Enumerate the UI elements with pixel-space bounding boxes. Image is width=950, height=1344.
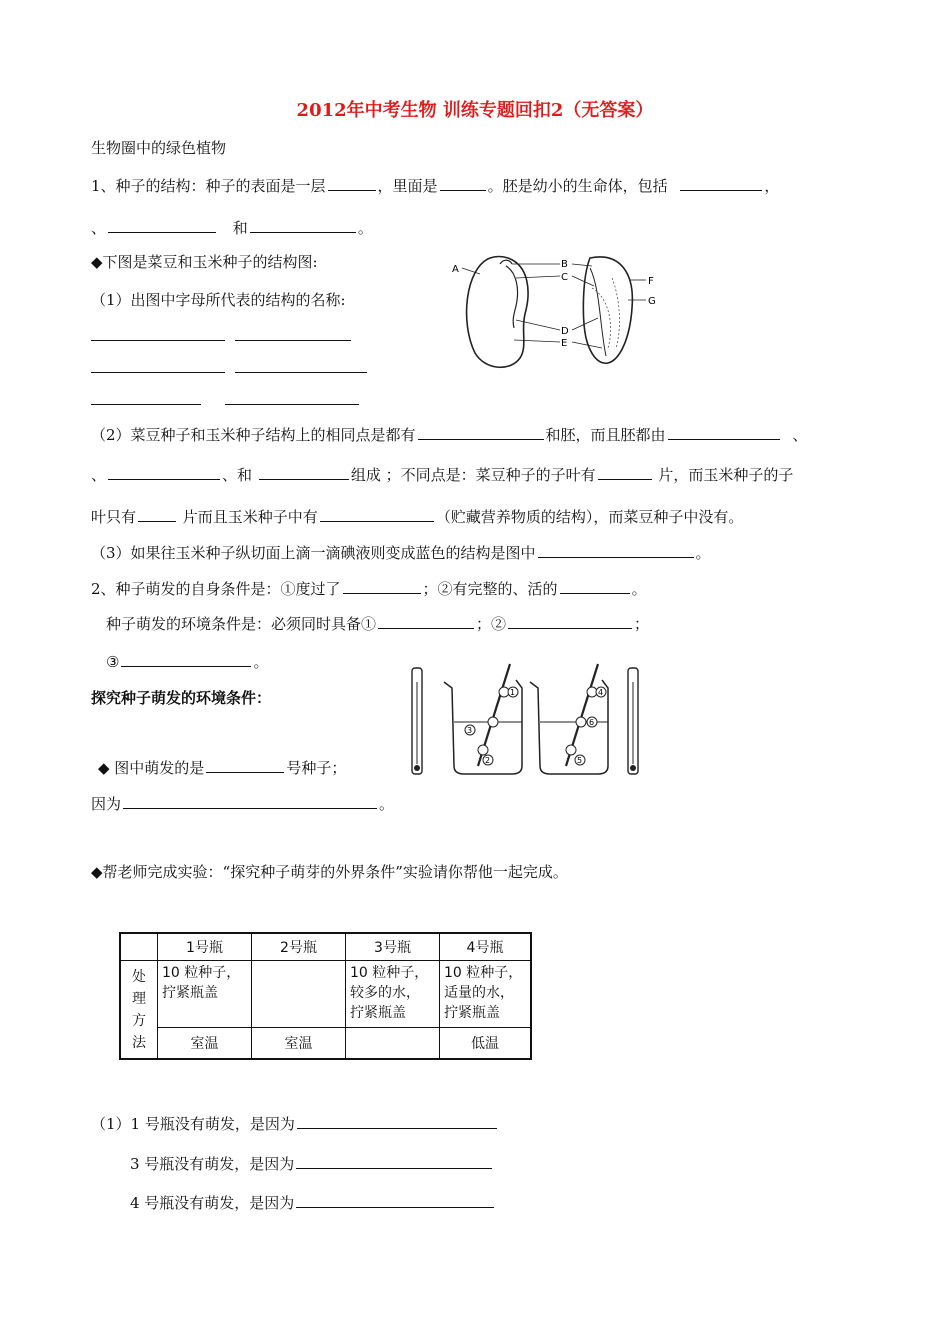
table-cell: 低温 [440, 1028, 532, 1060]
seed-label-f: F [648, 276, 654, 287]
answer-line[interactable] [235, 372, 367, 373]
germ-text-a: 2、种子萌发的自身条件是：①度过了 [91, 580, 341, 598]
question-3 [91, 542, 711, 563]
table-cell[interactable] [252, 961, 346, 1028]
seed-icon [488, 717, 498, 727]
beaker-number: 3 [467, 726, 473, 735]
leader-line [514, 340, 560, 342]
q2-text-b: 和胚，而且胚都由 [545, 426, 666, 444]
germination-line-1 [91, 578, 647, 599]
answer-blank[interactable] [296, 1192, 494, 1208]
diagram-intro: ◆下图是菜豆和玉米种子的结构图: [91, 253, 318, 271]
answer-blank[interactable] [560, 578, 630, 594]
table-cell-text: 10 粒种子， 较多的水， 拧紧瓶盖 [350, 965, 429, 1021]
answer-blank[interactable] [680, 175, 762, 191]
answer-line[interactable] [235, 340, 351, 341]
table-header-cell: 2号瓶 [252, 933, 346, 961]
answer-blank[interactable] [440, 175, 486, 191]
leader-line [572, 276, 594, 286]
table-cell [158, 961, 252, 1028]
germ-text-b: ；②有完整的、活的 [422, 580, 558, 598]
table-side-label [120, 961, 158, 1060]
answer-blank[interactable] [250, 217, 356, 233]
q1-text-d: ， [764, 177, 780, 195]
corn-endosperm-line [590, 268, 606, 356]
seed-icon [566, 745, 576, 755]
beaker-number: 5 [577, 756, 583, 765]
answer-line-4 [130, 1192, 496, 1213]
answer-blank[interactable] [297, 1113, 497, 1129]
explore-question-line-2 [91, 793, 394, 814]
q2-text-d: 、 [91, 466, 107, 484]
q2-text-e: 、和 [222, 466, 253, 484]
bean-plumule [500, 260, 512, 264]
answer-text-3: 3 号瓶没有萌发，是因为 [130, 1155, 295, 1173]
germ-text-d: 种子萌发的环境条件是：必须同时具备① [106, 615, 377, 633]
q2-text-c: 、 [792, 426, 808, 444]
question-2-line-3 [91, 506, 743, 527]
answer-line[interactable] [91, 372, 225, 373]
seed-icon [576, 717, 586, 727]
explore-text-a: ◆ 图中萌发的是 [98, 759, 205, 777]
table-cell-text: 10 粒种子， 适量的水， 拧紧瓶盖 [444, 965, 523, 1021]
q3-text-a: （3）如果往玉米种子纵切面上滴一滴碘液则变成蓝色的结构是图中 [91, 544, 536, 562]
section-heading: 生物圈中的绿色植物 [91, 139, 227, 157]
germ-text-g: ③ [106, 653, 120, 671]
seed-label-b: B [561, 259, 568, 270]
table-cell: 室温 [158, 1028, 252, 1060]
question-1-line-2 [91, 217, 373, 238]
table-cell-text: 10 粒种子， 拧紧瓶盖 [162, 965, 241, 1001]
answer-blank[interactable] [138, 506, 176, 522]
q2-text-a: （2）菜豆种子和玉米种子结构上的相同点是都有 [91, 426, 416, 444]
table-row [120, 961, 531, 1028]
answer-blank[interactable] [418, 424, 544, 440]
answer-text-1: （1）1 号瓶没有萌发，是因为 [91, 1115, 295, 1133]
question-1-line-1 [91, 175, 779, 196]
answer-line[interactable] [91, 404, 201, 405]
table-cell [346, 961, 440, 1028]
q1-text-b: ，里面是 [377, 177, 438, 195]
answer-line-3 [130, 1153, 494, 1174]
q2-text-h: 叶只有 [91, 508, 137, 526]
answer-line[interactable] [225, 404, 359, 405]
beaker-number: 4 [598, 688, 604, 697]
leader-line [516, 276, 560, 278]
corn-texture [612, 278, 619, 348]
leader-line [572, 264, 592, 266]
table-cell[interactable] [346, 1028, 440, 1060]
q2-text-f: 组成 ；不同点是：菜豆种子的子叶有 [350, 466, 596, 484]
beaker-number: 2 [485, 756, 491, 765]
answer-blank[interactable] [259, 464, 349, 480]
beaker-number: 6 [589, 718, 595, 727]
answer-blank[interactable] [121, 651, 251, 667]
leader-line [516, 320, 560, 330]
q2-text-g: 片，而玉米种子的子 [658, 466, 794, 484]
answer-blank[interactable] [206, 757, 284, 773]
experiment-table [119, 932, 532, 1060]
q1-text-a: 1、种子的结构：种子的表面是一层 [91, 177, 326, 195]
answer-blank[interactable] [108, 464, 220, 480]
q1-text-g: 。 [357, 219, 373, 237]
bean-seed-outline [467, 257, 528, 368]
table-corner-cell [120, 933, 158, 961]
explore-text-d: 。 [379, 795, 395, 813]
table-header-cell: 3号瓶 [346, 933, 440, 961]
seed-icon [478, 745, 488, 755]
table-header-cell: 4号瓶 [440, 933, 532, 961]
q1-text-e: 、 [91, 219, 107, 237]
seed-label-c: C [561, 272, 568, 283]
q2-text-i: 片而且玉米种子中有 [182, 508, 318, 526]
beaker-number: 1 [510, 688, 516, 697]
germ-text-h: 。 [253, 653, 269, 671]
germ-text-e: ；② [476, 615, 507, 633]
corn-texture [592, 288, 611, 348]
q1-text-f: 和 [232, 219, 248, 237]
page-title: 2012年中考生物 训练专题回扣2（无答案） [296, 100, 654, 121]
answer-blank[interactable] [598, 464, 652, 480]
explore-text-c: 因为 [91, 795, 122, 813]
seed-structure-diagram [450, 248, 665, 378]
explore-question-line-1 [98, 757, 346, 778]
q1-text-c: 。胚是幼小的生命体，包括 [487, 177, 668, 195]
thermometer-bulb [630, 765, 636, 771]
answer-blank[interactable] [343, 578, 421, 594]
answer-blank[interactable] [123, 793, 377, 809]
answer-line[interactable] [91, 340, 225, 341]
answer-text-4: 4 号瓶没有萌发，是因为 [130, 1194, 295, 1212]
answer-blank[interactable] [320, 506, 434, 522]
germ-text-c: 。 [631, 580, 647, 598]
beaker-experiment-diagram [408, 660, 644, 780]
table-side-text: 处理方法 [132, 968, 146, 1051]
diagram-question-1: （1）出图中字母所代表的结构的名称: [91, 291, 346, 309]
table-cell [440, 961, 532, 1028]
seed-label-d: D [561, 326, 569, 337]
q2-text-j: （贮藏营养物质的结构），而菜豆种子中没有。 [435, 508, 744, 526]
answer-blank[interactable] [328, 175, 376, 191]
answer-blank[interactable] [668, 424, 780, 440]
answer-blank[interactable] [538, 542, 694, 558]
seed-label-a: A [452, 264, 459, 275]
germination-line-2 [106, 613, 649, 634]
experiment-intro: ◆帮老师完成实验：“探究种子萌芽的外界条件”实验请你帮他一起完成。 [91, 863, 568, 881]
explore-heading: 探究种子萌发的环境条件： [91, 689, 272, 707]
explore-text-b: 号种子； [286, 759, 347, 777]
table-header-row [120, 933, 531, 961]
table-cell: 室温 [252, 1028, 346, 1060]
thermometer-bulb [414, 765, 420, 771]
answer-line-1 [91, 1113, 499, 1134]
answer-blank[interactable] [296, 1153, 492, 1169]
question-2-line-1 [91, 424, 807, 445]
question-2-line-2 [91, 464, 793, 485]
germ-text-f: ； [634, 615, 650, 633]
answer-blank[interactable] [508, 613, 632, 629]
bean-embryo-line [506, 266, 518, 328]
table-header-cell: 1号瓶 [158, 933, 252, 961]
q3-text-b: 。 [695, 544, 711, 562]
germination-line-3 [106, 651, 268, 672]
answer-blank[interactable] [108, 217, 216, 233]
answer-blank[interactable] [378, 613, 474, 629]
seed-label-e: E [561, 338, 568, 349]
seed-label-g: G [648, 296, 656, 307]
table-row [120, 1028, 531, 1060]
